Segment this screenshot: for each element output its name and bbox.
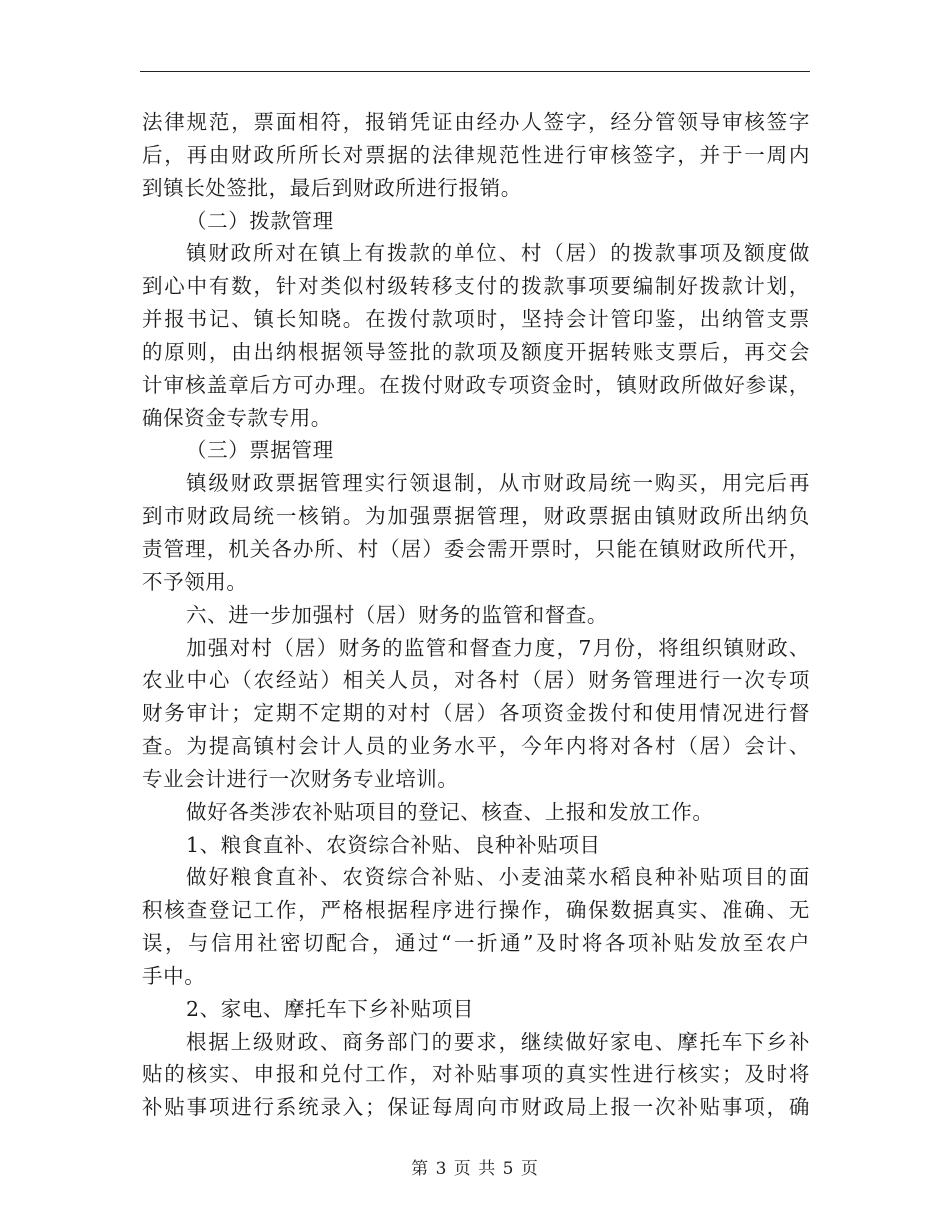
text-line: 到市财政局统一核销。为加强票据管理，财政票据由镇财政所出纳负 bbox=[142, 504, 810, 529]
text-line: 并报书记、镇长知晓。在拨付款项时，坚持会计管印鉴，出纳管支票 bbox=[142, 307, 810, 332]
text-line: 做好粮食直补、农资综合补贴、小麦油菜水稻良种补贴项目的面 bbox=[186, 865, 810, 890]
text-line: 六、进一步加强村（居）财务的监管和督查。 bbox=[186, 602, 608, 627]
text-line: 不予领用。 bbox=[142, 569, 248, 594]
text-line: 贴的核实、申报和兑付工作，对补贴事项的真实性进行核实；及时将 bbox=[142, 1062, 810, 1087]
text-line: （三）票据管理 bbox=[186, 438, 334, 463]
header-rule bbox=[140, 71, 810, 72]
text-line: 查。为提高镇村会计人员的业务水平，今年内将对各村（居）会计、 bbox=[142, 734, 810, 759]
text-line: 积核查登记工作，严格根据程序进行操作，确保数据真实、准确、无 bbox=[142, 898, 810, 923]
text-line: 计审核盖章后方可办理。在拨付财政专项资金时，镇财政所做好参谋， bbox=[142, 372, 810, 397]
text-line: 补贴事项进行系统录入；保证每周向市财政局上报一次补贴事项，确 bbox=[142, 1095, 810, 1120]
text-line: 镇级财政票据管理实行领退制，从市财政局统一购买，用完后再 bbox=[186, 471, 810, 496]
text-line: 财务审计；定期不定期的对村（居）各项资金拨付和使用情况进行督 bbox=[142, 701, 810, 726]
text-line: （二）拨款管理 bbox=[186, 208, 334, 233]
text-line: 专业会计进行一次财务专业培训。 bbox=[142, 766, 459, 791]
text-line: 手中。 bbox=[142, 963, 206, 988]
text-line: 确保资金专款专用。 bbox=[142, 405, 332, 430]
text-line: 农业中心（农经站）相关人员，对各村（居）财务管理进行一次专项 bbox=[142, 668, 810, 693]
text-line: 责管理，机关各办所、村（居）委会需开票时，只能在镇财政所代开， bbox=[142, 536, 810, 561]
text-line: 误，与信用社密切配合，通过“一折通”及时将各项补贴发放至农户 bbox=[142, 931, 810, 956]
text-line: 根据上级财政、商务部门的要求，继续做好家电、摩托车下乡补 bbox=[186, 1029, 810, 1054]
text-line: 做好各类涉农补贴项目的登记、核查、上报和发放工作。 bbox=[186, 799, 714, 824]
text-line: 到镇长处签批，最后到财政所进行报销。 bbox=[142, 175, 522, 200]
text-line: 加强对村（居）财务的监管和督查力度，7月份，将组织镇财政、 bbox=[186, 635, 810, 660]
text-line: 2、家电、摩托车下乡补贴项目 bbox=[186, 996, 474, 1021]
text-line: 1、粮食直补、农资综合补贴、良种补贴项目 bbox=[186, 832, 601, 857]
document-body bbox=[142, 106, 810, 1124]
text-line: 后，再由财政所所长对票据的法律规范性进行审核签字，并于一周内 bbox=[142, 142, 810, 167]
text-line: 的原则，由出纳根据领导签批的款项及额度开据转账支票后，再交会 bbox=[142, 339, 810, 364]
text-line: 镇财政所对在镇上有拨款的单位、村（居）的拨款事项及额度做 bbox=[186, 241, 810, 266]
text-line: 到心中有数，针对类似村级转移支付的拨款事项要编制好拨款计划， bbox=[142, 274, 810, 299]
page-number: 第 3 页 共 5 页 bbox=[411, 1159, 539, 1179]
text-line: 法律规范，票面相符，报销凭证由经办人签字，经分管领导审核签字 bbox=[142, 110, 810, 134]
